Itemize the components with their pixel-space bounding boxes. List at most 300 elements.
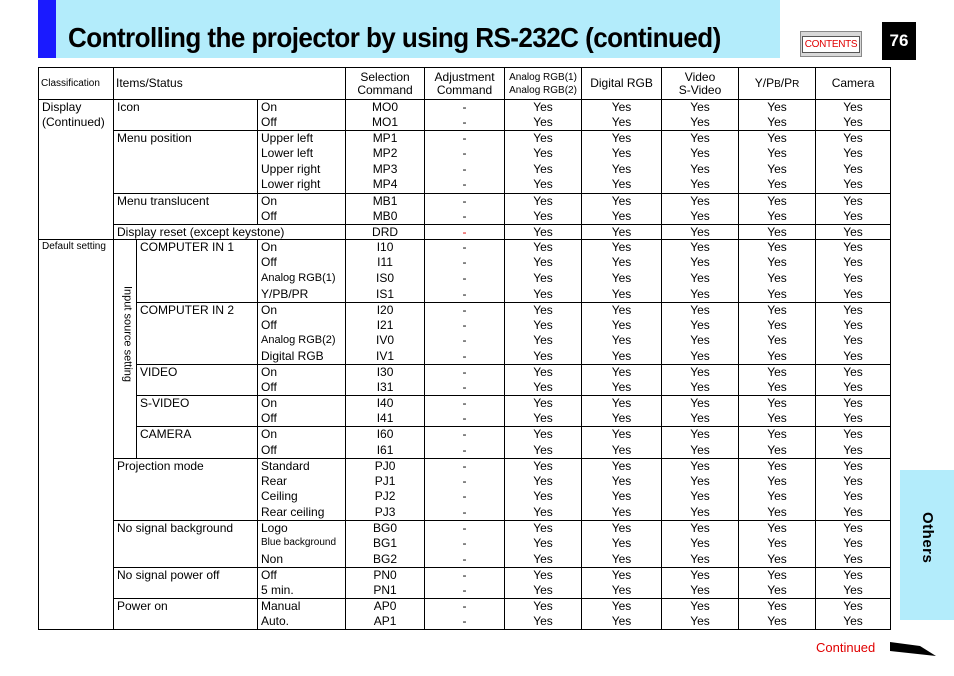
cell-ypbpr: Yes [739, 177, 816, 193]
cell-ypbpr: Yes [739, 146, 816, 162]
adjustment-command: - [425, 411, 505, 427]
cell-camera: Yes [816, 614, 891, 630]
selection-command: IV1 [346, 349, 425, 365]
cell-digital-rgb: Yes [582, 271, 662, 287]
cell-digital-rgb: Yes [582, 380, 662, 396]
cell-ypbpr: Yes [739, 474, 816, 490]
cell-analog-rgb: Yes [505, 318, 582, 334]
cell-camera: Yes [816, 396, 891, 412]
item-menu-translucent: Menu translucent [114, 193, 258, 224]
cell-camera: Yes [816, 521, 891, 537]
adjustment-command: - [425, 380, 505, 396]
status: Y/PB/PR [258, 287, 346, 303]
others-tab[interactable] [900, 470, 954, 620]
cell-video: Yes [662, 240, 739, 256]
cell-ypbpr: Yes [739, 458, 816, 474]
cell-video: Yes [662, 131, 739, 147]
cell-camera: Yes [816, 131, 891, 147]
cell-ypbpr: Yes [739, 271, 816, 287]
cell-analog-rgb: Yes [505, 302, 582, 318]
cell-camera: Yes [816, 474, 891, 490]
status: Off [258, 209, 346, 225]
cell-ypbpr: Yes [739, 162, 816, 178]
continued-link[interactable]: Continued [816, 640, 876, 655]
cell-analog-rgb: Yes [505, 131, 582, 147]
cell-digital-rgb: Yes [582, 365, 662, 381]
status: Off [258, 567, 346, 583]
adjustment-command: - [425, 583, 505, 599]
cell-analog-rgb: Yes [505, 505, 582, 521]
cell-camera: Yes [816, 209, 891, 225]
cell-ypbpr: Yes [739, 193, 816, 209]
cell-analog-rgb: Yes [505, 552, 582, 568]
cell-video: Yes [662, 567, 739, 583]
cell-analog-rgb: Yes [505, 177, 582, 193]
adjustment-command: - [425, 100, 505, 116]
cell-digital-rgb: Yes [582, 302, 662, 318]
cell-digital-rgb: Yes [582, 521, 662, 537]
cell-ypbpr: Yes [739, 115, 816, 131]
cell-ypbpr: Yes [739, 255, 816, 271]
status: On [258, 427, 346, 443]
cell-video: Yes [662, 287, 739, 303]
input-source-setting-label: Input source setting [121, 286, 134, 383]
status: Upper right [258, 162, 346, 178]
status: 5 min. [258, 583, 346, 599]
cell-analog-rgb: Yes [505, 396, 582, 412]
header-selection-command: Selection Command [346, 68, 425, 100]
cell-analog-rgb: Yes [505, 115, 582, 131]
item-no-signal-background: No signal background [114, 521, 258, 568]
cell-camera: Yes [816, 567, 891, 583]
status: On [258, 193, 346, 209]
cell-camera: Yes [816, 224, 891, 240]
status: Lower left [258, 146, 346, 162]
adjustment-command: - [425, 567, 505, 583]
cell-digital-rgb: Yes [582, 567, 662, 583]
adjustment-command: - [425, 349, 505, 365]
cell-camera: Yes [816, 271, 891, 287]
classification-display: Display (Continued) [39, 100, 114, 240]
item-power-on: Power on [114, 599, 258, 630]
cell-video: Yes [662, 396, 739, 412]
cell-ypbpr: Yes [739, 131, 816, 147]
selection-command: MP2 [346, 146, 425, 162]
adjustment-command: - [425, 505, 505, 521]
selection-command: I40 [346, 396, 425, 412]
selection-command: MB0 [346, 209, 425, 225]
adjustment-command: - [425, 427, 505, 443]
status: Non [258, 552, 346, 568]
cell-ypbpr: Yes [739, 505, 816, 521]
selection-command: I60 [346, 427, 425, 443]
adjustment-command: - [425, 536, 505, 552]
cell-digital-rgb: Yes [582, 255, 662, 271]
selection-command: AP1 [346, 614, 425, 630]
adjustment-command: - [425, 365, 505, 381]
status: Standard [258, 458, 346, 474]
cell-analog-rgb: Yes [505, 521, 582, 537]
cell-video: Yes [662, 536, 739, 552]
cell-ypbpr: Yes [739, 536, 816, 552]
cell-video: Yes [662, 521, 739, 537]
cell-ypbpr: Yes [739, 396, 816, 412]
table-row [39, 599, 891, 615]
table-row [39, 131, 891, 147]
cell-analog-rgb: Yes [505, 567, 582, 583]
cell-digital-rgb: Yes [582, 489, 662, 505]
cell-camera: Yes [816, 552, 891, 568]
cell-video: Yes [662, 115, 739, 131]
header-ypbpr: Y/PB/PR [739, 68, 816, 100]
table-row [39, 224, 891, 240]
adjustment-command: - [425, 115, 505, 131]
cell-camera: Yes [816, 505, 891, 521]
cell-camera: Yes [816, 411, 891, 427]
cell-camera: Yes [816, 427, 891, 443]
cell-digital-rgb: Yes [582, 100, 662, 116]
cell-digital-rgb: Yes [582, 411, 662, 427]
adjustment-command: - [425, 240, 505, 256]
item-computer-in-1: COMPUTER IN 1 [137, 240, 258, 302]
cell-video: Yes [662, 474, 739, 490]
status: Rear ceiling [258, 505, 346, 521]
table-row [39, 365, 891, 381]
cell-ypbpr: Yes [739, 100, 816, 116]
selection-command: I30 [346, 365, 425, 381]
status: Lower right [258, 177, 346, 193]
status: On [258, 240, 346, 256]
cell-analog-rgb: Yes [505, 443, 582, 459]
cell-video: Yes [662, 458, 739, 474]
adjustment-command: - [425, 333, 505, 349]
cell-digital-rgb: Yes [582, 474, 662, 490]
adjustment-command: - [425, 131, 505, 147]
adjustment-command: - [425, 489, 505, 505]
status: Analog RGB(2) [258, 333, 346, 349]
selection-command: MB1 [346, 193, 425, 209]
cell-analog-rgb: Yes [505, 427, 582, 443]
status: Blue background [258, 536, 346, 552]
adjustment-command: - [425, 458, 505, 474]
item-no-signal-power-off: No signal power off [114, 567, 258, 598]
cell-video: Yes [662, 411, 739, 427]
selection-command: PJ1 [346, 474, 425, 490]
cell-ypbpr: Yes [739, 427, 816, 443]
table-row [39, 193, 891, 209]
cell-digital-rgb: Yes [582, 536, 662, 552]
input-source-setting-group [114, 240, 137, 458]
table-row [39, 427, 891, 443]
item-icon: Icon [114, 100, 258, 131]
selection-command: I31 [346, 380, 425, 396]
title-mark [38, 0, 56, 58]
cell-digital-rgb: Yes [582, 115, 662, 131]
next-page-arrow-icon[interactable] [890, 642, 936, 656]
cell-analog-rgb: Yes [505, 583, 582, 599]
cell-video: Yes [662, 146, 739, 162]
cell-ypbpr: Yes [739, 349, 816, 365]
adjustment-command: - [425, 521, 505, 537]
cell-video: Yes [662, 427, 739, 443]
cell-analog-rgb: Yes [505, 349, 582, 365]
status: Upper left [258, 131, 346, 147]
adjustment-command: - [425, 318, 505, 334]
cell-analog-rgb: Yes [505, 162, 582, 178]
cell-ypbpr: Yes [739, 365, 816, 381]
classification-default-setting: Default setting [39, 240, 114, 630]
item-video: VIDEO [137, 365, 258, 396]
status: Off [258, 380, 346, 396]
adjustment-command: - [425, 396, 505, 412]
cell-analog-rgb: Yes [505, 458, 582, 474]
adjustment-command: - [425, 193, 505, 209]
cell-analog-rgb: Yes [505, 489, 582, 505]
cell-analog-rgb: Yes [505, 224, 582, 240]
selection-command: MP4 [346, 177, 425, 193]
selection-command: MO1 [346, 115, 425, 131]
selection-command: BG0 [346, 521, 425, 537]
cell-ypbpr: Yes [739, 209, 816, 225]
cell-ypbpr: Yes [739, 552, 816, 568]
cell-camera: Yes [816, 536, 891, 552]
cell-digital-rgb: Yes [582, 318, 662, 334]
adjustment-command: - [425, 255, 505, 271]
cell-video: Yes [662, 614, 739, 630]
cell-ypbpr: Yes [739, 240, 816, 256]
cell-ypbpr: Yes [739, 411, 816, 427]
cell-camera: Yes [816, 380, 891, 396]
cell-video: Yes [662, 489, 739, 505]
cell-camera: Yes [816, 146, 891, 162]
cell-analog-rgb: Yes [505, 209, 582, 225]
cell-analog-rgb: Yes [505, 333, 582, 349]
cell-digital-rgb: Yes [582, 443, 662, 459]
cell-video: Yes [662, 224, 739, 240]
cell-ypbpr: Yes [739, 583, 816, 599]
item-camera: CAMERA [137, 427, 258, 458]
cell-digital-rgb: Yes [582, 505, 662, 521]
status: Analog RGB(1) [258, 271, 346, 287]
selection-command: I41 [346, 411, 425, 427]
selection-command: PJ2 [346, 489, 425, 505]
cell-video: Yes [662, 365, 739, 381]
item-s-video: S-VIDEO [137, 396, 258, 427]
cell-analog-rgb: Yes [505, 271, 582, 287]
cell-camera: Yes [816, 599, 891, 615]
cell-video: Yes [662, 271, 739, 287]
cell-analog-rgb: Yes [505, 599, 582, 615]
adjustment-command: - [425, 614, 505, 630]
cell-digital-rgb: Yes [582, 427, 662, 443]
status: Off [258, 115, 346, 131]
cell-video: Yes [662, 599, 739, 615]
cell-digital-rgb: Yes [582, 333, 662, 349]
cell-camera: Yes [816, 115, 891, 131]
status: Digital RGB [258, 349, 346, 365]
cell-camera: Yes [816, 177, 891, 193]
cell-video: Yes [662, 333, 739, 349]
cell-ypbpr: Yes [739, 224, 816, 240]
cell-video: Yes [662, 380, 739, 396]
adjustment-command: - [425, 162, 505, 178]
cell-digital-rgb: Yes [582, 209, 662, 225]
status: Off [258, 255, 346, 271]
selection-command: AP0 [346, 599, 425, 615]
selection-command: I20 [346, 302, 425, 318]
header-classification: Classification [39, 68, 114, 100]
selection-command: I21 [346, 318, 425, 334]
selection-command: MP3 [346, 162, 425, 178]
table-row [39, 302, 891, 318]
cell-video: Yes [662, 209, 739, 225]
adjustment-command: - [425, 271, 505, 287]
cell-digital-rgb: Yes [582, 146, 662, 162]
cell-digital-rgb: Yes [582, 287, 662, 303]
adjustment-command: - [425, 209, 505, 225]
cell-digital-rgb: Yes [582, 349, 662, 365]
adjustment-command: - [425, 146, 505, 162]
status: Off [258, 411, 346, 427]
cell-ypbpr: Yes [739, 302, 816, 318]
adjustment-command: - [425, 177, 505, 193]
cell-video: Yes [662, 505, 739, 521]
cell-camera: Yes [816, 349, 891, 365]
status: Ceiling [258, 489, 346, 505]
selection-command: I11 [346, 255, 425, 271]
table-row [39, 100, 891, 116]
status: On [258, 302, 346, 318]
cell-camera: Yes [816, 443, 891, 459]
status: On [258, 365, 346, 381]
selection-command: DRD [346, 224, 425, 240]
cell-analog-rgb: Yes [505, 240, 582, 256]
cell-analog-rgb: Yes [505, 614, 582, 630]
cell-video: Yes [662, 302, 739, 318]
cell-digital-rgb: Yes [582, 131, 662, 147]
header-analog-rgb: Analog RGB(1) Analog RGB(2) [505, 68, 582, 100]
table-row [39, 396, 891, 412]
cell-digital-rgb: Yes [582, 552, 662, 568]
contents-button-label: CONTENTS [802, 36, 861, 53]
cell-video: Yes [662, 583, 739, 599]
cell-camera: Yes [816, 458, 891, 474]
item-display-reset: Display reset (except keystone) [114, 224, 346, 240]
cell-ypbpr: Yes [739, 614, 816, 630]
selection-command: BG1 [346, 536, 425, 552]
cell-ypbpr: Yes [739, 489, 816, 505]
cell-video: Yes [662, 349, 739, 365]
adjustment-command: - [425, 552, 505, 568]
cell-analog-rgb: Yes [505, 411, 582, 427]
adjustment-command: - [425, 287, 505, 303]
command-table [38, 67, 891, 630]
cell-digital-rgb: Yes [582, 583, 662, 599]
cell-analog-rgb: Yes [505, 536, 582, 552]
selection-command: PN1 [346, 583, 425, 599]
cell-digital-rgb: Yes [582, 396, 662, 412]
cell-ypbpr: Yes [739, 521, 816, 537]
adjustment-command: - [425, 443, 505, 459]
cell-analog-rgb: Yes [505, 255, 582, 271]
header-adjustment-command: Adjustment Command [425, 68, 505, 100]
cell-analog-rgb: Yes [505, 193, 582, 209]
selection-command: MP1 [346, 131, 425, 147]
table-row [39, 521, 891, 537]
selection-command: IV0 [346, 333, 425, 349]
cell-video: Yes [662, 318, 739, 334]
status: Off [258, 318, 346, 334]
page-title: Controlling the projector by using RS-232C (continued) [68, 22, 721, 53]
cell-digital-rgb: Yes [582, 614, 662, 630]
adjustment-command: - [425, 224, 505, 240]
cell-video: Yes [662, 255, 739, 271]
cell-ypbpr: Yes [739, 333, 816, 349]
header-video: Video S-Video [662, 68, 739, 100]
cell-analog-rgb: Yes [505, 474, 582, 490]
header-digital-rgb: Digital RGB [582, 68, 662, 100]
selection-command: MO0 [346, 100, 425, 116]
item-projection-mode: Projection mode [114, 458, 258, 520]
selection-command: IS1 [346, 287, 425, 303]
cell-video: Yes [662, 162, 739, 178]
cell-digital-rgb: Yes [582, 240, 662, 256]
cell-analog-rgb: Yes [505, 380, 582, 396]
cell-camera: Yes [816, 162, 891, 178]
status: Off [258, 443, 346, 459]
cell-camera: Yes [816, 365, 891, 381]
status: On [258, 100, 346, 116]
cell-camera: Yes [816, 489, 891, 505]
item-computer-in-2: COMPUTER IN 2 [137, 302, 258, 364]
cell-video: Yes [662, 552, 739, 568]
selection-command: IS0 [346, 271, 425, 287]
cell-video: Yes [662, 193, 739, 209]
status: Auto. [258, 614, 346, 630]
cell-ypbpr: Yes [739, 287, 816, 303]
selection-command: I10 [346, 240, 425, 256]
others-tab-label: Others [919, 512, 936, 564]
cell-digital-rgb: Yes [582, 599, 662, 615]
cell-digital-rgb: Yes [582, 193, 662, 209]
cell-ypbpr: Yes [739, 380, 816, 396]
cell-ypbpr: Yes [739, 599, 816, 615]
table-row [39, 567, 891, 583]
header-items-status: Items/Status [114, 68, 346, 100]
cell-camera: Yes [816, 333, 891, 349]
contents-button[interactable] [800, 31, 862, 57]
cell-ypbpr: Yes [739, 443, 816, 459]
status: On [258, 396, 346, 412]
status: Logo [258, 521, 346, 537]
cell-analog-rgb: Yes [505, 100, 582, 116]
selection-command: PJ3 [346, 505, 425, 521]
selection-command: PN0 [346, 567, 425, 583]
header-camera: Camera [816, 68, 891, 100]
cell-video: Yes [662, 443, 739, 459]
cell-camera: Yes [816, 240, 891, 256]
cell-video: Yes [662, 100, 739, 116]
cell-camera: Yes [816, 287, 891, 303]
cell-analog-rgb: Yes [505, 287, 582, 303]
item-menu-position: Menu position [114, 131, 258, 193]
table-row [39, 240, 891, 256]
adjustment-command: - [425, 302, 505, 318]
cell-digital-rgb: Yes [582, 224, 662, 240]
page-number: 76 [882, 22, 916, 60]
cell-ypbpr: Yes [739, 318, 816, 334]
adjustment-command: - [425, 599, 505, 615]
